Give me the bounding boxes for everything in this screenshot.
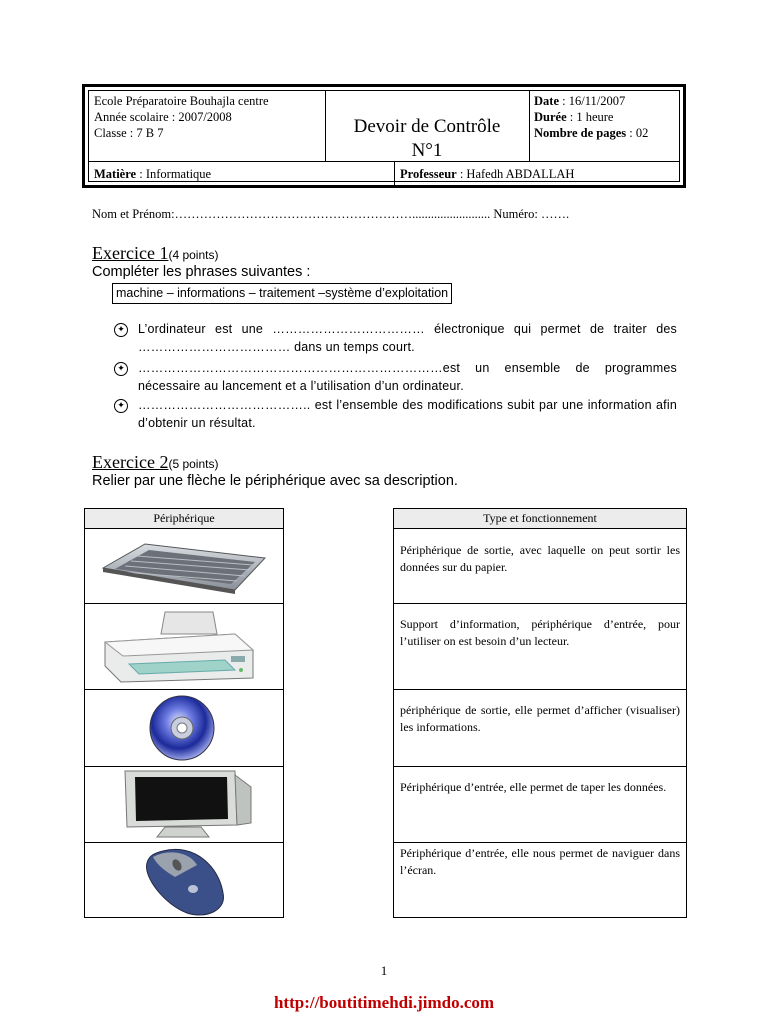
bullet-icon: ✦ (114, 323, 128, 337)
date-field (534, 93, 625, 109)
duration-field (534, 109, 613, 125)
duration-label: Durée (534, 110, 567, 124)
website-link[interactable]: http://boutitimehdi.jimdo.com (273, 993, 495, 1012)
description-row[interactable] (394, 766, 686, 843)
description-row[interactable] (394, 842, 686, 919)
devices-table (84, 508, 284, 918)
device-row[interactable] (85, 689, 283, 767)
divider (394, 161, 395, 187)
description-text: Périphérique d’entrée, elle nous permet de naviguer dans l’écran. (400, 846, 680, 877)
pages-field (534, 125, 648, 141)
title-line-2: N°1 (411, 140, 443, 161)
device-row[interactable] (85, 766, 283, 843)
teacher-label: Professeur (400, 167, 457, 181)
class-label: Classe : 7 B 7 (94, 126, 164, 140)
subject-label: Matière (94, 167, 137, 181)
description-row[interactable] (394, 528, 686, 603)
description-text: Périphérique de sortie, avec laquelle on peut sortir les données sur du papier. (400, 543, 680, 574)
page-number: 1 (380, 963, 388, 978)
exercise-1-title (92, 243, 218, 264)
school-name: Ecole Préparatoire Bouhajla centre (94, 94, 269, 108)
description-row[interactable] (394, 603, 686, 690)
subject-field (94, 166, 211, 182)
header-box (82, 84, 686, 188)
exercise-1-instruction: Compléter les phrases suivantes : (92, 264, 311, 280)
exercise-1-points: (4 points) (168, 248, 219, 262)
date-label: Date (534, 94, 559, 108)
pages-label: Nombre de pages (534, 126, 627, 140)
page-title (325, 115, 529, 163)
word-bank-box: machine – informations – traitement –système d’exploitation (112, 283, 452, 304)
device-row[interactable] (85, 603, 283, 690)
keyboard-icon (85, 528, 283, 603)
divider (529, 91, 530, 161)
date-value: : 16/11/2007 (559, 94, 626, 108)
title-line-1: Devoir de Contrôle (353, 116, 501, 137)
device-row[interactable] (85, 842, 283, 919)
monitor-icon (85, 767, 283, 843)
pages-value: : 02 (626, 126, 649, 140)
subject-value: : Informatique (136, 167, 212, 181)
bullet-icon: ✦ (114, 399, 128, 413)
exercise-1-sentence: L’ordinateur est une ……………………………… électronique qui permet de traiter des ……………………………… dans un temps court. (138, 322, 677, 354)
description-row[interactable] (394, 689, 686, 767)
device-row[interactable] (85, 528, 283, 603)
descriptions-table (393, 508, 687, 918)
exercise-1-sentence: ………………………………………………………………est un ensemble de programmes nécessaire au lancement et a l’utilisation d’un ordinateur. (138, 361, 677, 393)
exercise-1-heading: Exercice 1 (92, 243, 169, 263)
teacher-value: : Hafedh ABDALLAH (456, 167, 575, 181)
header-inner (88, 90, 680, 182)
devices-table-header: Périphérique (85, 509, 283, 529)
exercise-2-instruction: Relier par une flèche le périphérique avec sa description. (92, 473, 458, 489)
student-name-line[interactable]: Nom et Prénom:…………………………………………………......................... Numéro: ……. (92, 207, 570, 221)
description-text: périphérique de sortie, elle permet d’afficher (visualiser) les informations. (400, 703, 680, 734)
descriptions-table-header: Type et fonctionnement (394, 509, 686, 529)
exercise-1-sentence: ………………………………….. est l’ensemble des modifications subit par une information afin d’obtenir un résultat. (138, 398, 677, 430)
description-text: Périphérique d’entrée, elle permet de taper les données. (400, 780, 667, 794)
description-text: Support d’information, périphérique d’entrée, pour l’utiliser on est besoin d’un lecteur. (400, 617, 680, 648)
mouse-icon (85, 843, 283, 919)
duration-value: : 1 heure (566, 110, 614, 124)
school-year: Année scolaire : 2007/2008 (94, 110, 232, 124)
exercise-2-title (92, 452, 218, 473)
teacher-field (400, 166, 574, 182)
exercise-2-points: (5 points) (168, 457, 219, 471)
exercise-2-heading: Exercice 2 (92, 452, 169, 472)
printer-icon (85, 604, 283, 690)
cd-icon (85, 690, 283, 767)
bullet-icon: ✦ (114, 362, 128, 376)
